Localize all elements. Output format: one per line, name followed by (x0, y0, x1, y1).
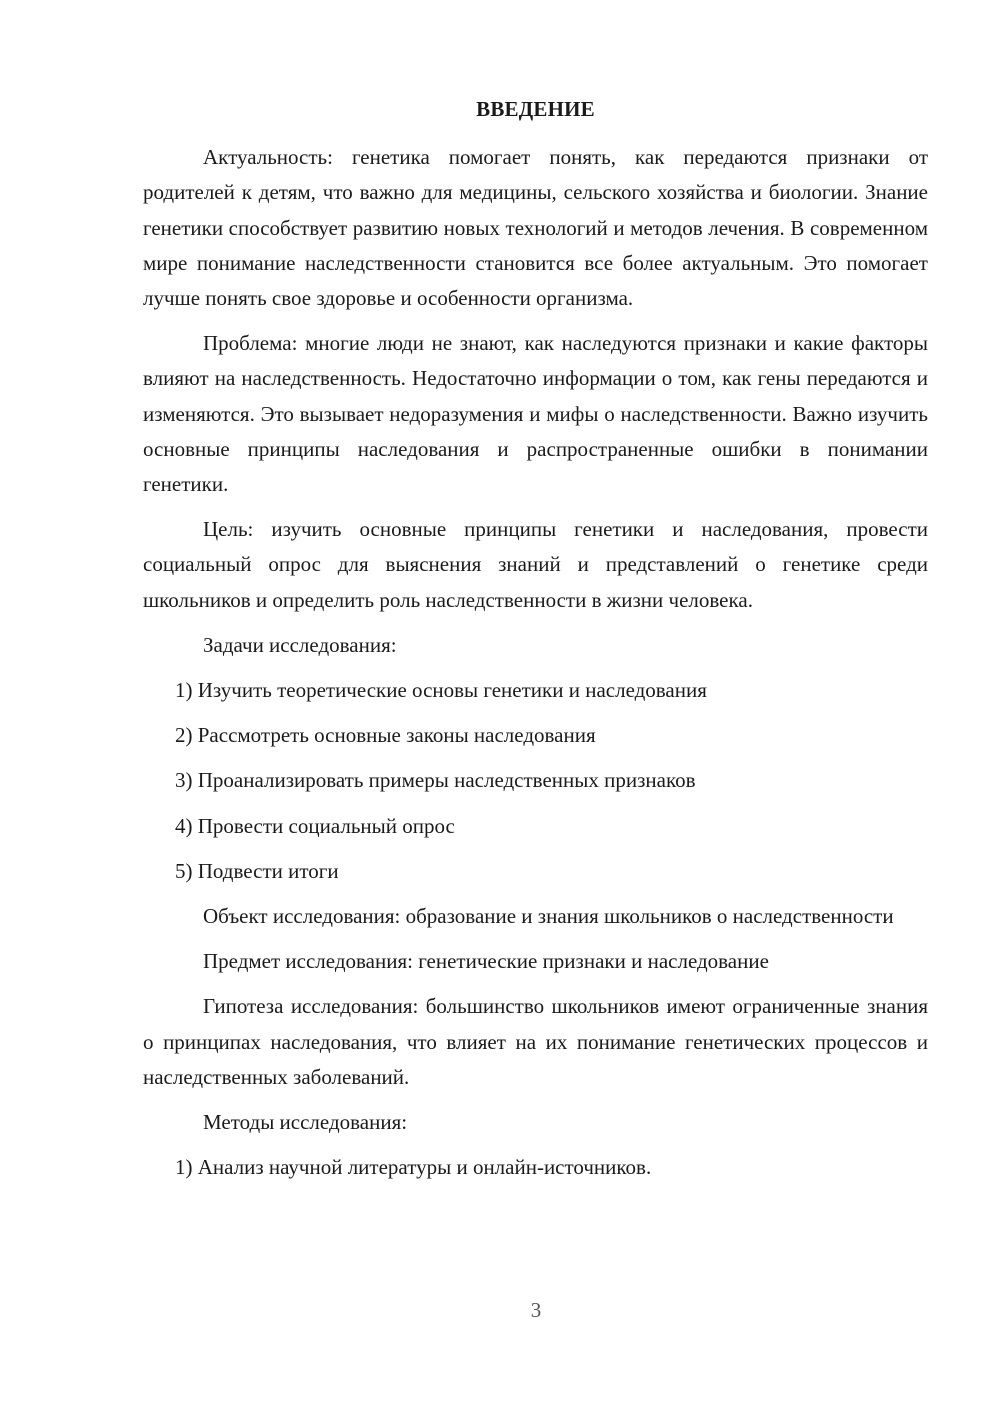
task-item: 3) Проанализировать примеры наследственных признаков (175, 768, 696, 793)
method-item: 1) Анализ научной литературы и онлайн-источников. (175, 1155, 652, 1180)
hypothesis-paragraph: Гипотеза исследования: большинство школьников имеют ограниченные знания о принципах наследования, что влияет на их понимание генетических процессов и наследственных заболеваний. (143, 994, 928, 1089)
object-paragraph: Объект исследования: образование и знания школьников о наследственности (203, 904, 894, 929)
task-item: 2) Рассмотреть основные законы наследования (175, 723, 596, 748)
problem-paragraph: Проблема: многие люди не знают, как наследуются признаки и какие факторы влияют на наследственность. Недостаточно информации о том, как гены передаются и изменяются. Это вызывает недоразумения и мифы о наследственности. Важно изучить основные принципы наследования и распространенные ошибки в понимании генетики. (143, 331, 928, 497)
section-title: ВВЕДЕНИЕ (476, 97, 595, 121)
task-item: 1) Изучить теоретические основы генетики и наследования (175, 678, 707, 703)
task-item: 4) Провести социальный опрос (175, 813, 455, 838)
document-page (143, 92, 928, 1195)
goal-paragraph: Цель: изучить основные принципы генетики и наследования, провести социальный опрос для выяснения знаний и представлений о генетике среди школьников и определить роль наследственности в жизни человека. (143, 517, 928, 612)
task-item: 5) Подвести итоги (175, 858, 339, 883)
methods-heading: Методы исследования: (203, 1110, 408, 1135)
page-number: 3 (530, 1298, 542, 1322)
relevance-paragraph: Актуальность: генетика помогает понять, как передаются признаки от родителей к детям, что важно для медицины, сельского хозяйства и биологии. Знание генетики способствует развитию новых технологий и методов лечения. В современном мире понимание наследственности становится все более актуальным. Это помогает лучше понять свое здоровье и особенности организма. (143, 145, 928, 311)
subject-paragraph: Предмет исследования: генетические признаки и наследование (203, 949, 769, 974)
tasks-heading: Задачи исследования: (203, 632, 397, 657)
